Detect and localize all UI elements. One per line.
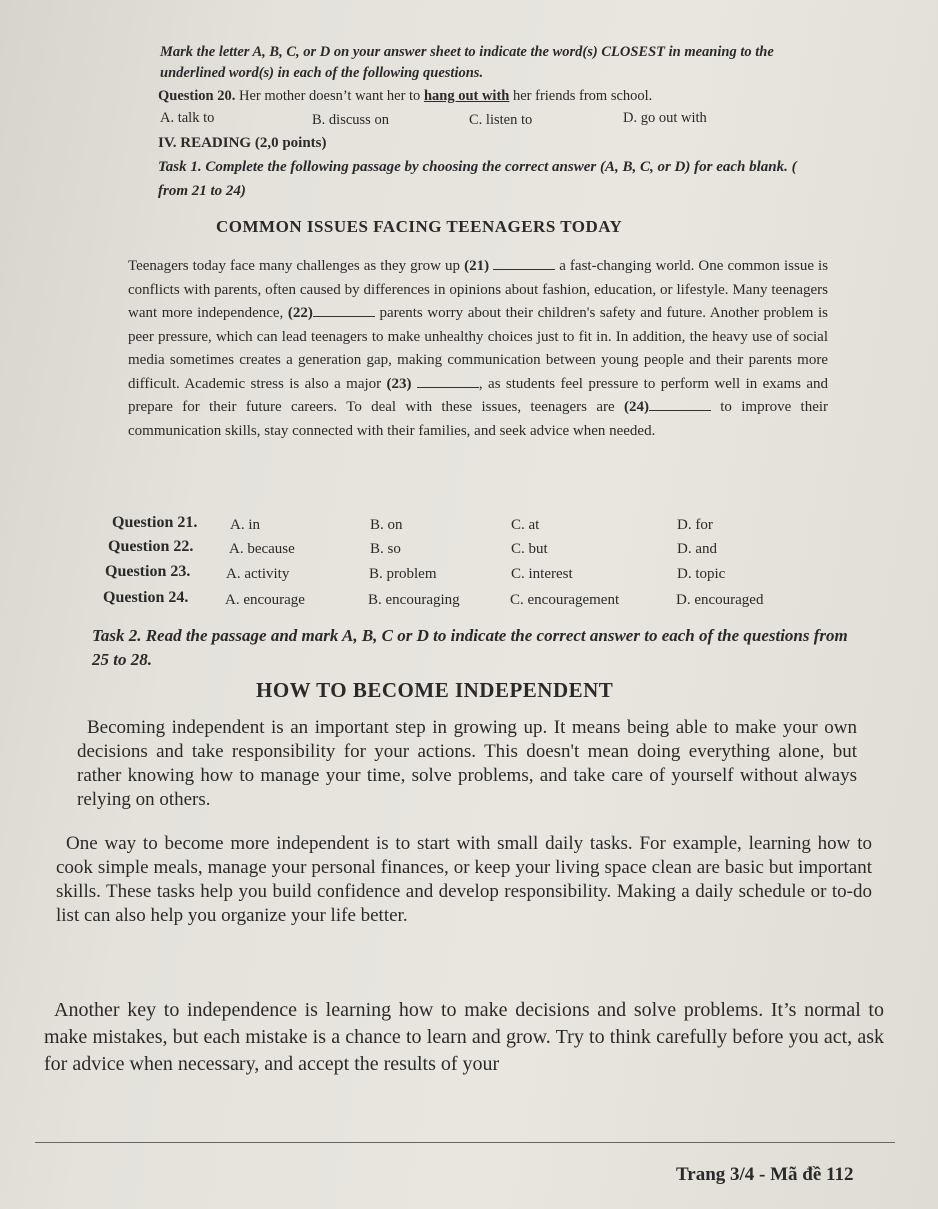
task1-title: COMMON ISSUES FACING TEENAGERS TODAY [216, 217, 623, 236]
question-21-label: Question 21. [112, 514, 198, 531]
passage-part-5: to improve their communication skills, stay connected with their families, and seek advice when needed. [128, 399, 829, 439]
q20-option-b[interactable]: B. discuss on [312, 112, 389, 128]
q21-option-b[interactable]: B. on [370, 517, 403, 533]
q21-option-a[interactable]: A. in [230, 517, 260, 533]
blank-24[interactable] [649, 398, 711, 411]
task2-instruction: Task 2. Read the passage and mark A, B, C or D to indicate the correct answer to each of the questions from 25 to 28. [92, 626, 848, 669]
q24-option-b[interactable]: B. encouraging [368, 592, 460, 608]
question-24-label: Question 24. [103, 589, 189, 606]
task2-paragraph-2: One way to become more independent is to start with small daily tasks. For example, learning how to cook simple meals, manage your personal finances, or keep your living space clean are basic but important skills. These tasks help you build confidence and develop responsibility. Making a daily schedule or to-do list can also help you organize your life better. [56, 833, 872, 926]
task2-paragraph-1: Becoming independent is an important step in growing up. It means being able to make your own decisions and take responsibility for your actions. This doesn't mean doing everything alone, but rather knowing how to manage your time, solve problems, and take care of yourself without always relying on others. [77, 717, 857, 810]
q24-option-a[interactable]: A. encourage [225, 592, 305, 608]
task1-passage [128, 255, 828, 443]
passage-part-1: Teenagers today face many challenges as they grow up [128, 258, 461, 274]
footer-divider [35, 1142, 895, 1143]
q24-option-d[interactable]: D. encouraged [676, 592, 764, 608]
blank-22-number: (22) [287, 305, 313, 321]
question-23-label: Question 23. [105, 563, 191, 580]
task1-instruction: Task 1. Complete the following passage by choosing the correct answer (A, B, C, or D) for each blank. ( from 21 to 24) [158, 159, 797, 199]
q21-option-c[interactable]: C. at [511, 517, 540, 533]
question-20-underlined: hang out with [423, 88, 510, 104]
question-20-label: Question 20. [158, 88, 236, 104]
blank-21[interactable] [493, 257, 555, 270]
blank-21-number: (21) [464, 258, 490, 274]
blank-23[interactable] [417, 375, 479, 388]
page-footer: Trang 3/4 - Mã đề 112 [676, 1164, 854, 1185]
q23-option-b[interactable]: B. problem [369, 566, 437, 582]
blank-23-number: (23) [386, 375, 412, 392]
q23-option-c[interactable]: C. interest [511, 566, 573, 582]
q20-option-a[interactable]: A. talk to [160, 110, 215, 126]
blank-24-number: (24) [623, 399, 649, 415]
closest-instruction: Mark the letter A, B, C, or D on your answer sheet to indicate the word(s) CLOSEST in meaning to the underlined word(s) in each of the following questions. [160, 44, 774, 81]
passage-part-3: parents worry about their children's safety and future. Another problem is peer pressure, which can lead teenagers to make unhealthy choices just to fit in. In addition, the heavy use of social media sometimes creates a generation gap, making communication between young people and their parents more difficult. Academic stress is also a major [128, 305, 829, 392]
task2-title: HOW TO BECOME INDEPENDENT [256, 678, 614, 702]
question-22-label: Question 22. [108, 538, 194, 555]
q22-option-c[interactable]: C. but [511, 541, 548, 557]
q20-option-d[interactable]: D. go out with [623, 110, 707, 126]
q22-option-a[interactable]: A. because [229, 541, 295, 557]
q22-option-b[interactable]: B. so [370, 541, 401, 557]
q24-option-c[interactable]: C. encouragement [510, 592, 620, 608]
passage-part-2: a fast-changing world. One common issue is conflicts with parents, often caused by differences in opinions about fashion, education, or lifestyle. Many teenagers want more independence, [128, 258, 829, 321]
q23-option-d[interactable]: D. topic [677, 566, 726, 582]
section-reading: IV. READING (2,0 points) [158, 135, 327, 151]
question-20-after: her friends from school. [512, 88, 653, 104]
q23-option-a[interactable]: A. activity [226, 566, 290, 582]
q20-option-c[interactable]: C. listen to [469, 112, 533, 128]
blank-22[interactable] [313, 304, 375, 317]
q21-option-d[interactable]: D. for [677, 517, 713, 533]
question-20-before: Her mother doesn’t want her to [238, 88, 421, 104]
task2-paragraph-3: Another key to independence is learning how to make decisions and solve problems. It’s normal to make mistakes, but each mistake is a chance to learn and grow. Try to think carefully before you act, ask for advice when necessary, and accept the results of your [44, 999, 884, 1075]
question-20 [158, 86, 652, 106]
q22-option-d[interactable]: D. and [677, 541, 717, 557]
passage-part-4: , as students feel pressure to perform well in exams and prepare for their future careers. To deal with these issues, teenagers are [128, 375, 828, 415]
